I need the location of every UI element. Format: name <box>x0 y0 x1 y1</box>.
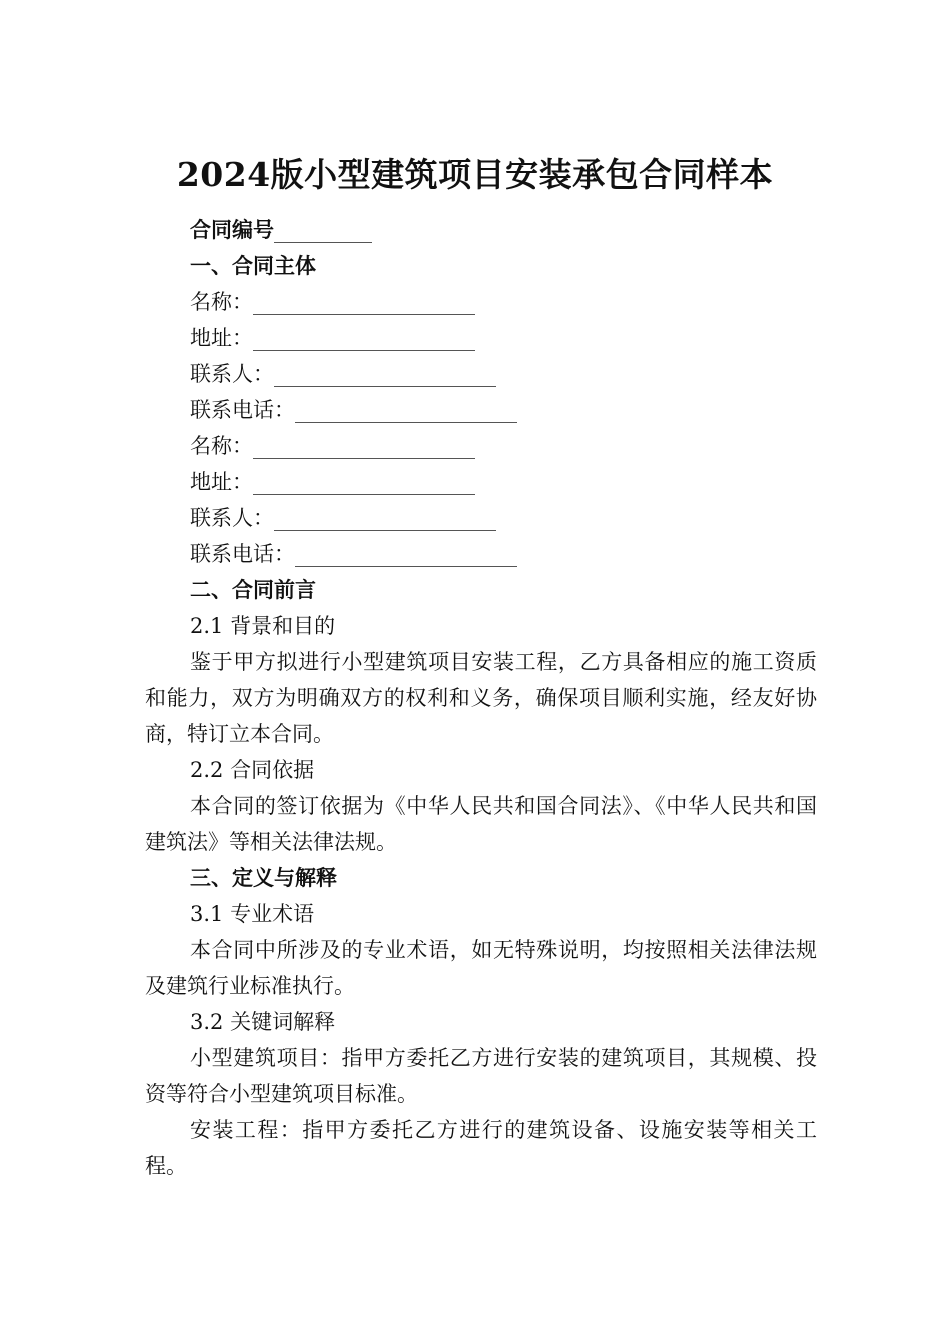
party-a-phone-blank <box>295 396 517 423</box>
party-a-name-blank <box>253 288 475 315</box>
party-b-contact-label: 联系人： <box>190 506 274 530</box>
contract-number-label: 合同编号 <box>190 217 274 242</box>
party-a-contact-blank <box>274 360 496 387</box>
party-a-phone-row <box>145 392 817 428</box>
party-a-address-label: 地址： <box>190 326 253 350</box>
section-heading-preamble: 二、合同前言 <box>190 577 316 602</box>
party-a-contact-label: 联系人： <box>190 362 274 386</box>
document-body <box>145 212 817 1184</box>
party-b-name-label: 名称： <box>190 434 253 458</box>
party-b-name-row <box>145 428 817 464</box>
paragraph-definition-installation: 安装工程：指甲方委托乙方进行的建筑设备、设施安装等相关工程。 <box>145 1118 817 1178</box>
party-b-address-row <box>145 464 817 500</box>
party-b-contact-row <box>145 500 817 536</box>
paragraph-terms: 本合同中所涉及的专业术语，如无特殊说明，均按照相关法律法规及建筑行业标准执行。 <box>145 938 817 998</box>
party-a-contact-row <box>145 356 817 392</box>
party-b-phone-label: 联系电话： <box>190 542 295 566</box>
party-b-address-label: 地址： <box>190 470 253 494</box>
paragraph-definition-small-project: 小型建筑项目：指甲方委托乙方进行安装的建筑项目，其规模、投资等符合小型建筑项目标准。 <box>145 1046 817 1106</box>
party-b-contact-blank <box>274 504 496 531</box>
party-b-phone-blank <box>295 540 517 567</box>
party-a-phone-label: 联系电话： <box>190 398 295 422</box>
party-a-address-blank <box>253 324 475 351</box>
party-b-address-blank <box>253 468 475 495</box>
party-a-name-label: 名称： <box>190 290 253 314</box>
subsection-title-keywords: 3.2 关键词解释 <box>190 1010 336 1034</box>
paragraph-background: 鉴于甲方拟进行小型建筑项目安装工程，乙方具备相应的施工资质和能力，双方为明确双方的权利和义务，确保项目顺利实施，经友好协商，特订立本合同。 <box>145 650 817 746</box>
subsection-title-background: 2.1 背景和目的 <box>190 614 336 638</box>
subsection-title-terms: 3.1 专业术语 <box>190 902 315 926</box>
contract-number-row <box>145 212 817 248</box>
section-heading-definitions: 三、定义与解释 <box>190 865 337 890</box>
contract-number-blank <box>274 216 372 243</box>
party-b-name-blank <box>253 432 475 459</box>
paragraph-basis: 本合同的签订依据为《中华人民共和国合同法》、《中华人民共和国建筑法》等相关法律法规。 <box>145 794 817 854</box>
subsection-title-basis: 2.2 合同依据 <box>190 758 315 782</box>
party-b-phone-row <box>145 536 817 572</box>
section-heading-parties: 一、合同主体 <box>190 253 316 278</box>
document-title: 2024版小型建筑项目安装承包合同样本 <box>176 155 774 194</box>
party-a-address-row <box>145 320 817 356</box>
party-a-name-row <box>145 284 817 320</box>
